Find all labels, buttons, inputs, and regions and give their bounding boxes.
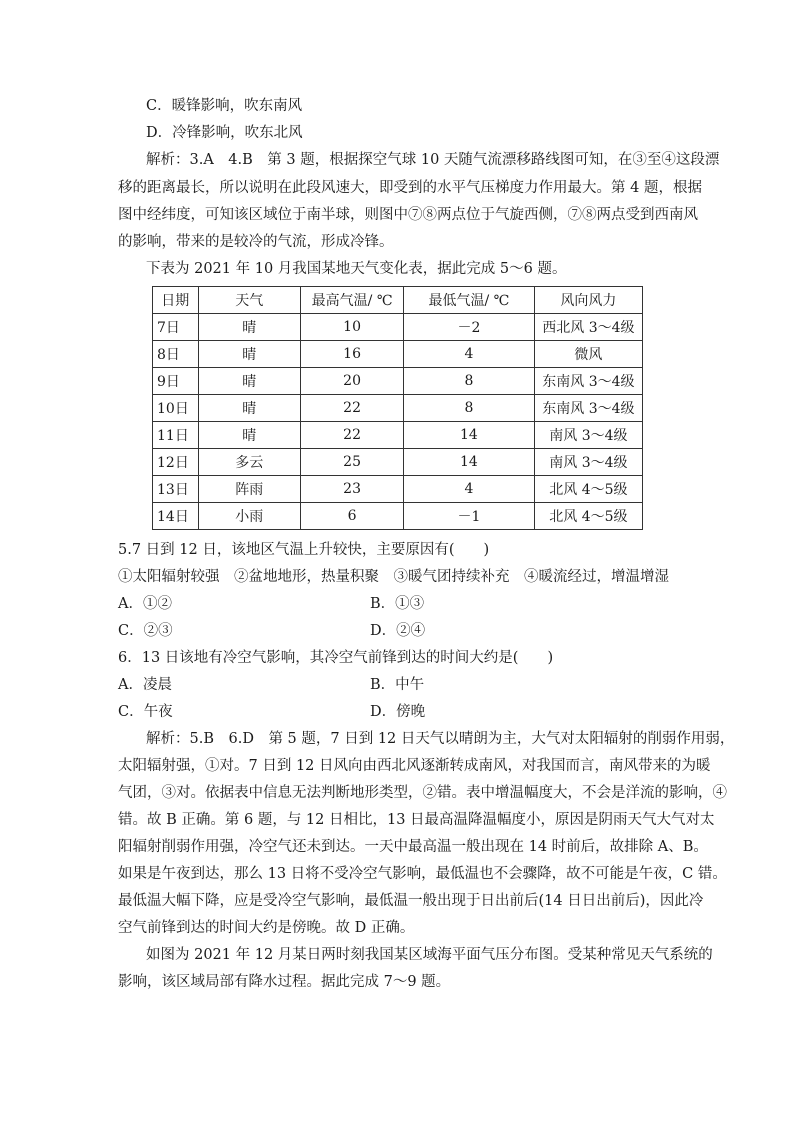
q4-option-d: D．冷锋影响，吹东北风 xyxy=(146,125,303,141)
q5-option-b: B．①③ xyxy=(370,596,425,612)
table-row: 14日 小雨 6 －1 北风 4～5级 xyxy=(153,503,643,530)
header-max-temp: 最高气温/ ℃ xyxy=(301,287,404,314)
q4-option-c: C．暖锋影响，吹东南风 xyxy=(146,98,303,114)
weather-table xyxy=(152,286,643,530)
header-wind: 风向风力 xyxy=(534,287,642,314)
q5-option-d: D．②④ xyxy=(370,623,426,639)
table-row: 11日 晴 22 14 南风 3～4级 xyxy=(153,422,643,449)
q6-option-a: A．凌晨 xyxy=(118,677,172,693)
header-weather: 天气 xyxy=(198,287,301,314)
q6-option-b: B．中午 xyxy=(370,677,425,693)
q5-option-c: C．②③ xyxy=(118,623,173,639)
table-row: 10日 晴 22 8 东南风 3～4级 xyxy=(153,395,643,422)
table-intro: 下表为 2021 年 10 月我国某地天气变化表，据此完成 5～6 题。 xyxy=(146,261,567,277)
q5-option-a: A．①② xyxy=(118,596,172,612)
table-header-row xyxy=(153,287,643,314)
table-row: 8日 晴 16 4 微风 xyxy=(153,341,643,368)
q6-option-d: D．傍晚 xyxy=(370,704,426,720)
table-row: 13日 阵雨 23 4 北风 4～5级 xyxy=(153,476,643,503)
table-row: 7日 晴 10 －2 西北风 3～4级 xyxy=(153,314,643,341)
table-row: 9日 晴 20 8 东南风 3～4级 xyxy=(153,368,643,395)
header-min-temp: 最低气温/ ℃ xyxy=(404,287,535,314)
table-row: 12日 多云 25 14 南风 3～4级 xyxy=(153,449,643,476)
q6-option-c: C．午夜 xyxy=(118,704,173,720)
header-date: 日期 xyxy=(153,287,199,314)
